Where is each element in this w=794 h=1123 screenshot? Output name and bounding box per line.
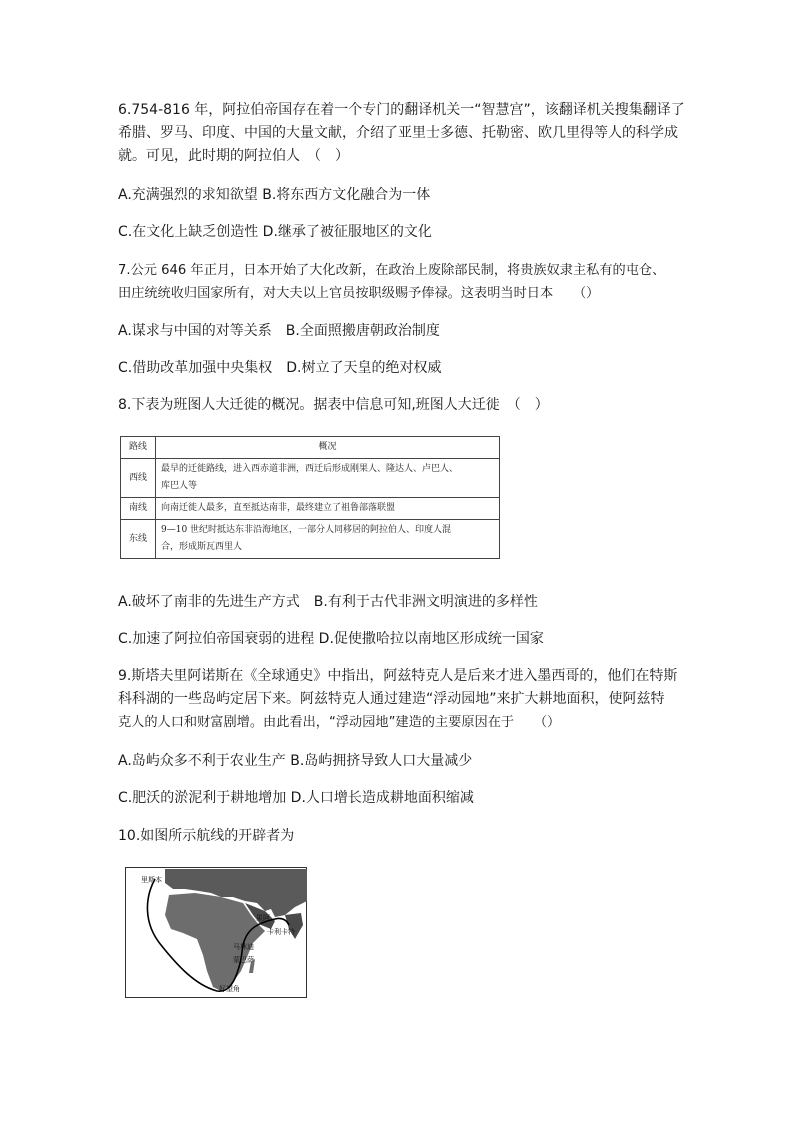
label-lisbon: 里斯本 bbox=[141, 876, 162, 884]
q6-stem-line-2: 希腊、罗马、印度、中国的大量文献，介绍了亚里士多德、托勒密、欧几里得等人的科学成 bbox=[118, 125, 678, 141]
route-cell: 南线 bbox=[121, 498, 156, 520]
overview-cell bbox=[156, 520, 500, 559]
q6-stem-line-1: 6.754-816 年，阿拉伯帝国存在着一个专门的翻译机关一“智慧宫”，该翻译机关搜集翻译了 bbox=[118, 102, 685, 118]
overview-line: 合，形成斯瓦西里人 bbox=[161, 542, 243, 552]
overview-cell bbox=[156, 498, 500, 520]
overview-line: 库巴人等 bbox=[161, 481, 198, 491]
q9-stem-line-2: 科科湖的一些岛屿定居下来。阿兹特克人通过建造“浮动园地”来扩大耕地面积，使阿兹特 bbox=[118, 691, 665, 707]
q8-stem: 8.下表为班图人大迁徙的概况。据表中信息可知,班图人大迁徙 （ ） bbox=[118, 397, 549, 413]
label-calicut: 卡利卡特 bbox=[267, 928, 295, 936]
overview-line: 9—10 世纪时抵达东非沿海地区，一部分人同移居的阿拉伯人、印度人混 bbox=[161, 525, 452, 535]
table-header-row bbox=[121, 437, 500, 459]
q9-options-cd: C.肥沃的淤泥利于耕地增加 D.人口增长造成耕地面积缩减 bbox=[118, 790, 474, 806]
bantu-migration-table bbox=[120, 436, 500, 559]
q9-stem-line-1: 9.斯塔夫里阿诺斯在《全球通史》中指出，阿兹特克人是后来才进入墨西哥的，他们在特斯 bbox=[118, 668, 678, 684]
route-map-figure bbox=[125, 867, 307, 998]
label-cape-of-good-hope: 好望角 bbox=[219, 985, 240, 993]
table-row bbox=[121, 498, 500, 520]
route-cell: 西线 bbox=[121, 459, 156, 498]
q9-options-ab: A.岛屿众多不利于农业生产 B.岛屿拥挤导致人口大量减少 bbox=[118, 753, 473, 769]
label-goa: 果阿 bbox=[256, 914, 270, 922]
q6-stem-line-3: 就。可见，此时期的阿拉伯人 （ ） bbox=[118, 148, 349, 164]
label-malindi: 马林迪 bbox=[233, 943, 254, 951]
q7-stem-line-1: 7.公元 646 年正月，日本开始了大化改新，在政治上废除部民制，将贵族奴隶主私有的屯仓、 bbox=[118, 263, 666, 278]
q6-options-ab: A.充满强烈的求知欲望 B.将东西方文化融合为一体 bbox=[118, 187, 431, 203]
table-header-overview: 概况 bbox=[156, 437, 500, 459]
q8-options-ab: A.破坏了南非的先进生产方式 B.有利于古代非洲文明演进的多样性 bbox=[118, 594, 538, 610]
route-map bbox=[125, 867, 307, 998]
q6-options-cd: C.在文化上缺乏创造性 D.继承了被征服地区的文化 bbox=[118, 224, 432, 240]
route-cell: 东线 bbox=[121, 520, 156, 559]
label-mombasa: 蒙巴萨 bbox=[233, 956, 254, 964]
q10-stem: 10.如图所示航线的开辟者为 bbox=[118, 828, 295, 844]
table-row bbox=[121, 459, 500, 498]
overview-cell bbox=[156, 459, 500, 498]
overview-line: 最早的迁徙路线，进入西赤道非洲，西迁后形成刚果人、隆达人、卢巴人、 bbox=[161, 464, 459, 474]
table-row bbox=[121, 520, 500, 559]
q9-stem-line-3: 克人的人口和财富剧增。由此看出，“浮动园地”建造的主要原因在于 （） bbox=[118, 715, 561, 730]
overview-line: 向南迁徙人最多，直至抵达南非，最终建立了祖鲁部落联盟 bbox=[161, 503, 396, 513]
q8-options-cd: C.加速了阿拉伯帝国衰弱的进程 D.促使撒哈拉以南地区形成统一国家 bbox=[118, 631, 544, 647]
q7-options-cd: C.借助改革加强中央集权 D.树立了天皇的绝对权威 bbox=[118, 360, 442, 376]
q7-stem-line-2: 田庄统统收归国家所有，对大夫以上官员按职级赐予俸禄。这表明当时日本 （） bbox=[118, 286, 600, 301]
q7-options-ab: A.谋求与中国的对等关系 B.全面照搬唐朝政治制度 bbox=[118, 323, 440, 339]
table-header-route: 路线 bbox=[121, 437, 156, 459]
